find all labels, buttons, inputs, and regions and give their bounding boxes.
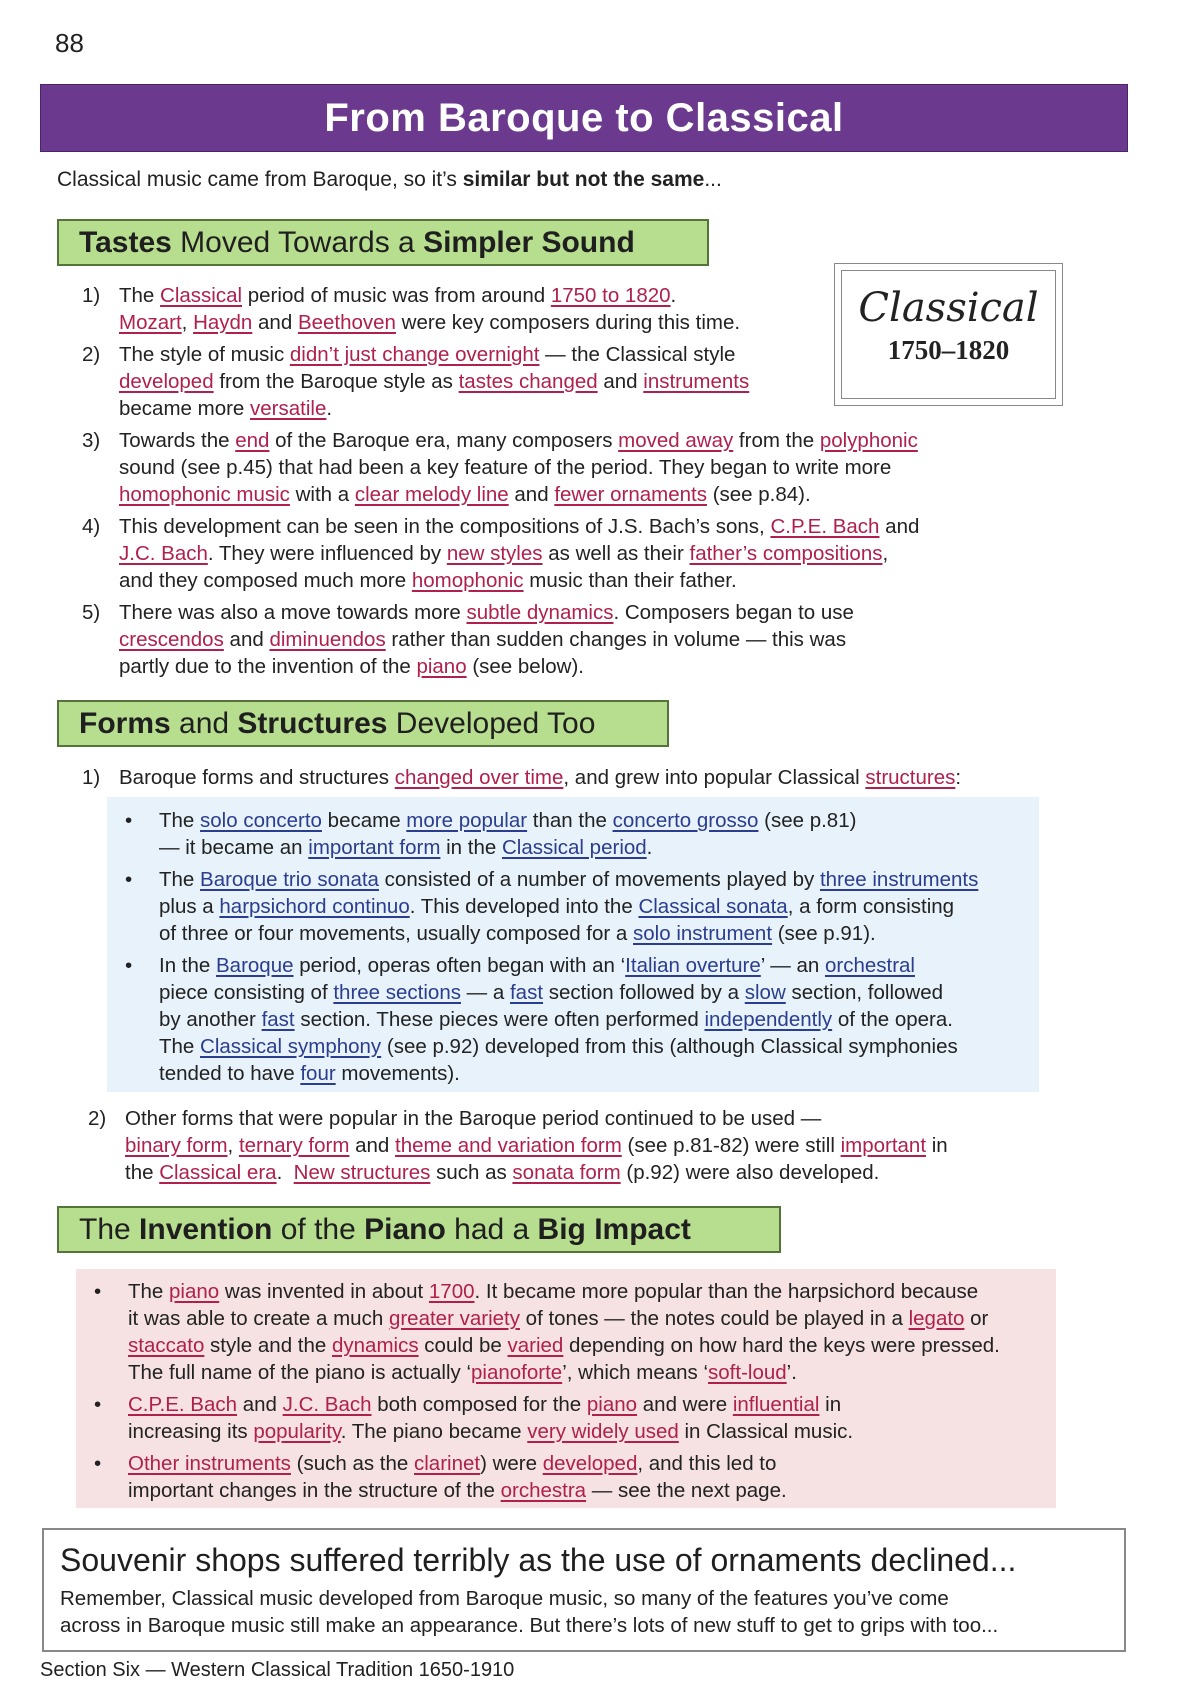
section-heading-piano: The Invention of the Piano had a Big Impact xyxy=(57,1206,781,1253)
list-item: 3) Towards the end of the Baroque era, many composers moved away from the polyphonic sound (see p.45) that had been a key feature of the period. They began to write more homophonic music with a clear melody line and fewer ornaments (see p.84). xyxy=(82,429,918,506)
summary-text: Remember, Classical music developed from Baroque music, so many of the features you’ve come across in Baroque music still make an appearance. But there’s lots of new stuff to get to grips with too... xyxy=(60,1587,999,1637)
list-item: • Other instruments (such as the clarinet) were developed, and this led to important changes in the structure of the orchestra — see the next page. xyxy=(94,1452,787,1502)
page-number: 88 xyxy=(55,28,84,58)
section-label: Section Six — Western Classical Tradition 1650-1910 xyxy=(40,1659,515,1681)
page-title: From Baroque to Classical xyxy=(324,95,844,140)
piano-bullets xyxy=(76,1278,1056,1509)
list-item: • In the Baroque period, operas often began with an ‘Italian overture’ — an orchestral piece consisting of three sections — a fast section followed by a slow section, followed by another fast section. These pieces were often performed independently of the opera. The Classical symphony (see p.92) developed from this (although Classical symphonies tended to have four movements). xyxy=(125,954,958,1085)
stamp-word: Classical xyxy=(858,285,1039,331)
intro-text: Classical music came from Baroque, so it’s similar but not the same... xyxy=(57,168,722,191)
forms-bullets xyxy=(107,807,1037,1092)
stamp-years: 1750–1820 xyxy=(887,335,1010,365)
title-banner xyxy=(40,84,1128,152)
list-item: 2) Other forms that were popular in the Baroque period continued to be used — binary form, ternary form and theme and variation form (see p.81-82) were still important in the Classical era. New structures such as sonata form (p.92) were also developed. xyxy=(88,1107,948,1184)
section-heading-forms: Forms and Structures Developed Too xyxy=(57,700,669,747)
section-heading-tastes: Tastes Moved Towards a Simpler Sound xyxy=(57,219,709,266)
forms-list-other xyxy=(68,1105,1068,1191)
summary-heading: Souvenir shops suffered terribly as the use of ornaments declined... xyxy=(60,1542,1017,1578)
list-item: 4) This development can be seen in the compositions of J.S. Bach’s sons, C.P.E. Bach and J.C. Bach. They were influenced by new styles as well as their father’s compositions, and they composed much more homophonic music than their father. xyxy=(82,515,920,592)
summary-box xyxy=(42,1528,1126,1652)
list-item: • The piano was invented in about 1700. It became more popular than the harpsichord because it was able to create a much greater variety of tones — the notes could be played in a legato or staccato style and the dynamics could be varied depending on how hard the keys were pressed. The full name of the piano is actually ‘pianoforte’, which means ‘soft-loud’. xyxy=(94,1280,1000,1384)
list-item: 1) The Classical period of music was from around 1750 to 1820. Mozart, Haydn and Beethoven were key composers during this time. xyxy=(82,284,741,334)
list-item: 1) Baroque forms and structures changed over time, and grew into popular Classical structures: xyxy=(82,766,962,789)
tastes-list xyxy=(62,282,982,685)
list-item: • C.P.E. Bach and J.C. Bach both composed for the piano and were influential in increasing its popularity. The piano became very widely used in Classical music. xyxy=(94,1393,854,1443)
list-item: • The solo concerto became more popular than the concerto grosso (see p.81) — it became an important form in the Classical period. xyxy=(125,809,857,859)
list-item: • The Baroque trio sonata consisted of a number of movements played by three instruments plus a harpsichord continuo. This developed into the Classical sonata, a form consisting of three or four movements, usually composed for a solo instrument (see p.91). xyxy=(125,868,979,945)
list-item: 5) There was also a move towards more subtle dynamics. Composers began to use crescendos and diminuendos rather than sudden changes in volume — this was partly due to the invention of the piano (see below). xyxy=(82,601,854,678)
list-item: 2) The style of music didn’t just change overnight — the Classical style developed from the Baroque style as tastes changed and instruments became more versatile. xyxy=(82,343,750,420)
forms-list-intro xyxy=(62,764,1062,796)
